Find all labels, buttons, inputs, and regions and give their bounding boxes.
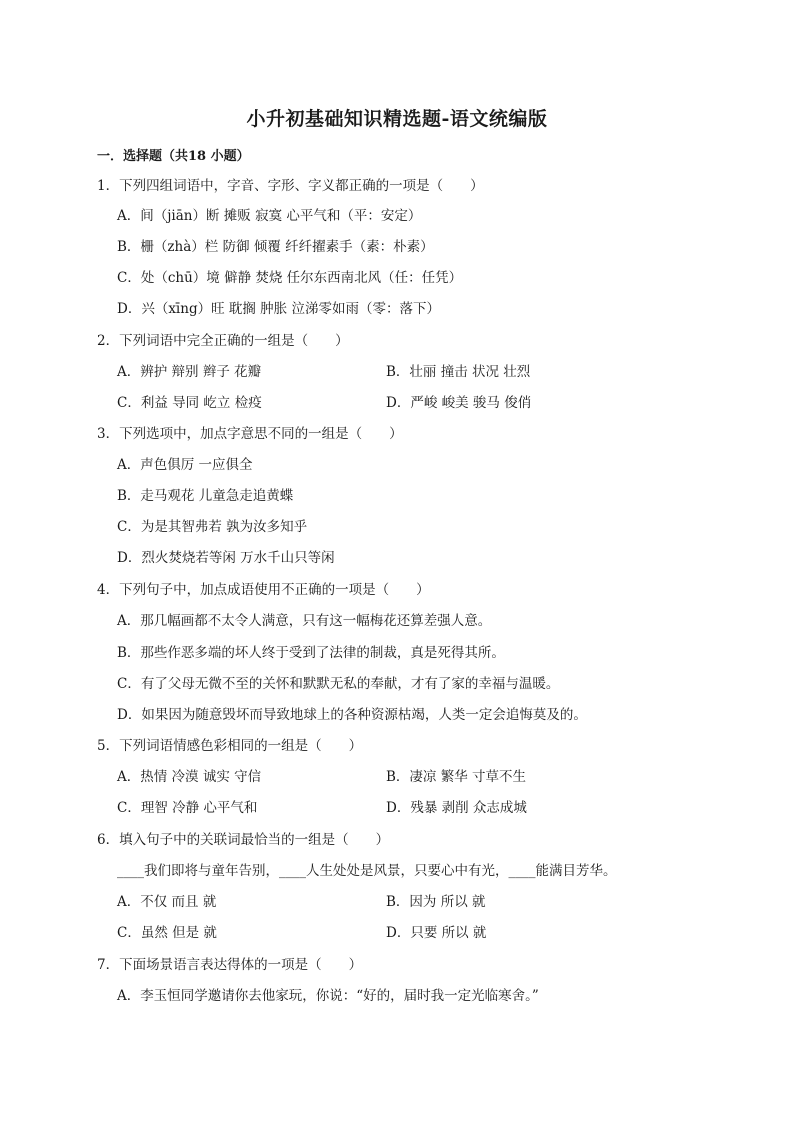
question-6-option-d: D．只要 所以 就 xyxy=(386,925,487,941)
question-5-option-a: A．热情 冷漠 诚实 守信 xyxy=(117,769,262,785)
question-3-option-c: C．为是其智弗若 孰为汝多知乎 xyxy=(117,519,308,535)
question-7-stem: 7．下面场景语言表达得体的一项是（ ） xyxy=(97,957,363,973)
question-4-option-c: C．有了父母无微不至的关怀和默默无私的奉献，才有了家的幸福与温暖。 xyxy=(117,676,560,692)
question-2-stem: 2．下列词语中完全正确的一组是（ ） xyxy=(97,333,349,349)
question-6-stem: 6．填入句子中的关联词最恰当的一组是（ ） xyxy=(97,832,390,848)
question-6-option-c: C．虽然 但是 就 xyxy=(117,925,217,941)
section-heading: 一．选择题（共18 小题） xyxy=(97,149,250,164)
page-title: 小升初基础知识精选题-语文统编版 xyxy=(246,108,548,130)
question-3-option-a: A．声色俱厉 一应俱全 xyxy=(117,457,253,473)
question-2-option-b: B．壮丽 撞击 状况 壮烈 xyxy=(386,364,531,380)
question-1-option-d: D．兴（xīng）旺 耽搁 肿胀 泣涕零如雨（零：落下） xyxy=(117,301,440,317)
question-5-stem: 5．下列词语情感色彩相同的一组是（ ） xyxy=(97,738,363,754)
question-2-option-d: D．严峻 峻美 骏马 俊俏 xyxy=(386,395,532,411)
question-3-stem: 3．下列选项中，加点字意思不同的一组是（ ） xyxy=(97,426,403,442)
question-6-option-b: B．因为 所以 就 xyxy=(386,894,486,910)
question-4-option-b: B．那些作恶多端的坏人终于受到了法律的制裁，真是死得其所。 xyxy=(117,645,505,661)
question-4-option-a: A．那几幅画都不太令人满意，只有这一幅梅花还算差强人意。 xyxy=(117,613,492,629)
question-1-option-b: B．栅（zhà）栏 防御 倾覆 纤纤擢素手（素：朴素） xyxy=(117,239,434,255)
question-3-option-b: B．走马观花 儿童急走追黄蝶 xyxy=(117,488,294,504)
question-1-option-c: C．处（chū）境 僻静 焚烧 任尔东西南北风（任：任凭） xyxy=(117,270,463,286)
question-2-option-c: C．利益 导同 屹立 检疫 xyxy=(117,395,262,411)
question-6-option-a: A．不仅 而且 就 xyxy=(117,894,217,910)
question-2-option-a: A．辨护 辩别 辫子 花瓣 xyxy=(117,364,262,380)
question-6-sentence: ____我们即将与童年告别，____人生处处是风景，只要心中有光，____能满目芳华。 xyxy=(117,863,617,879)
question-5-option-c: C．理智 冷静 心平气和 xyxy=(117,800,258,816)
question-1-option-a: A．间（jiān）断 摊贩 寂寞 心平气和（平：安定） xyxy=(117,208,422,224)
question-5-option-d: D．残暴 剥削 众志成城 xyxy=(386,800,527,816)
question-4-option-d: D．如果因为随意毁坏而导致地球上的各种资源枯竭，人类一定会追悔莫及的。 xyxy=(117,707,587,723)
question-3-option-d: D．烈火焚烧若等闲 万水千山只等闲 xyxy=(117,550,335,566)
question-7-option-a: A．李玉恒同学邀请你去他家玩，你说：“好的，届时我一定光临寒舍。” xyxy=(117,988,539,1004)
question-4-stem: 4．下列句子中，加点成语使用不正确的一项是（ ） xyxy=(97,582,430,598)
question-5-option-b: B．凄凉 繁华 寸草不生 xyxy=(386,769,527,785)
question-1-stem: 1．下列四组词语中，字音、字形、字义都正确的一项是（ ） xyxy=(97,178,484,194)
